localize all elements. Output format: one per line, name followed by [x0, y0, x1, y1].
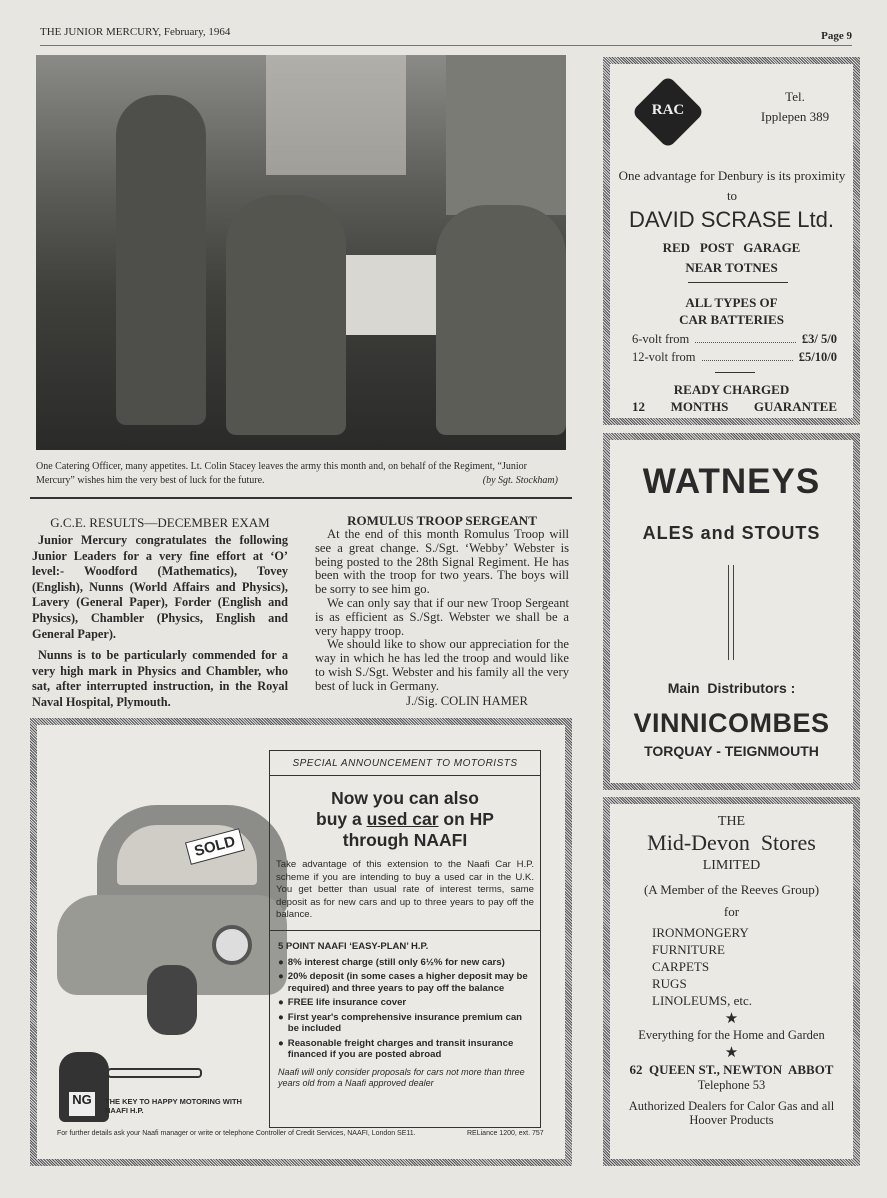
romulus-title: ROMULUS TROOP SERGEANT [347, 513, 537, 528]
plan-point: ● FREE life insurance cover [278, 997, 407, 1008]
price-row: 12-volt from £5/10/0 [632, 350, 837, 364]
star-icon: ★ [724, 1045, 739, 1061]
rac-ad: RAC Tel. Ipplepen 389 One advantage for Denbury is its proximity to DAVID SCRASE Ltd. RED POST GARAGE NEAR TOTNES ALL TYPES OF CAR BATTERIES 6-volt from £3/ 5/0 12-volt from £5/10/0 READY CHARGED 12 MONTHS GUARANTEE [603, 57, 860, 425]
bullet-icon: ● [278, 997, 284, 1008]
romulus-article: ROMULUS TROOP SERGEANT At the end of this month Romulus Troop will see a great change. S./Sgt. ‘Webby’ Webster is being posted to the 28th Signal Regiment. He has been with the troop for two years. The boys will be sorry to see him go. We can only say that if our new Troop Sergeant is as efficient as S./Sgt. Webster we shall be a very happy troop. We should like to show our appreciation for the way in which he has led the troop and would like to wish S./Sgt. Webster and his family all the very best of luck in Germany. J./Sig. COLIN HAMER [315, 513, 569, 708]
bullet-icon: ● [278, 1037, 284, 1049]
rac-tel: Tel. Ipplepen 389 [760, 89, 830, 124]
page-number: Page 9 [821, 30, 852, 42]
naafi-note: Naafi will only consider proposals for cars not more than three years old from a Naafi approved dealer [278, 1066, 525, 1088]
plan-point: ● 8% interest charge (still only 6½% for new cars) [278, 956, 505, 968]
plan-points [270, 957, 540, 1061]
plan-point: ● Reasonable freight charges and transit insurance financed if you are posted abroad [278, 1037, 514, 1060]
key-slogan: THE KEY TO HAPPY MOTORING WITH NAAFI H.P. [105, 1097, 242, 1115]
bullet-icon: ● [278, 971, 284, 982]
watneys-brand: WATNEYS [642, 462, 821, 501]
page-header [40, 26, 852, 46]
key-tag: NG [69, 1092, 95, 1116]
watneys-ad: WATNEYS ALES and STOUTS Main Distributors : VINNICOMBES TORQUAY - TEIGNMOUTH [603, 433, 860, 790]
mid-devon-ad: THE Mid-Devon Stores LIMITED (A Member of the Reeves Group) for IRONMONGERY FURNITURE CARPETS RUGS LINOLEUMS, etc. ★ Everything for the Home and Garden ★ 62 QUEEN ST., NEWTON ABBOT Telephone 53 Authorized Dealers for Calor Gas and all Hoover Products [603, 797, 860, 1166]
photo-caption: One Catering Officer, many appetites. Lt. Colin Stacey leaves the army this month and, on behalf of the Regiment, “Junior Mercury” wishes him the very best of luck for the future. (by Sgt. Stockham) [36, 461, 558, 486]
naafi-footer: For further details ask your Naafi manager or write or telephone Controller of Credit Services, NAAFI, London SE11. [57, 1130, 416, 1137]
plan-point: ● 20% deposit (in some cases a higher deposit may be required) and three years to pay off the balance [278, 971, 528, 994]
plan-title: 5 POINT NAAFI ‘EASY-PLAN’ H.P. [278, 940, 429, 952]
bullet-icon: ● [278, 956, 284, 968]
gce-article: G.C.E. RESULTS—DECEMBER EXAM Junior Mercury congratulates the following Junior Leaders for a very fine effort at ‘O’ level:- Woodford (Mathematics), Tovey (English), Nunns (World Affairs and Physics), Lavery (General Paper), Forder (English and Physics), Chambler (Physics, English and General Paper). Nunns is to be particularly commended for a very high mark in Physics and Chambler, who sat, after interrupted instruction, in the Royal Naval Hospital, Plymouth. [32, 515, 288, 709]
vertical-rule [728, 565, 734, 660]
gce-title: G.C.E. RESULTS—DECEMBER EXAM [50, 515, 270, 530]
sold-sign: SOLD [185, 828, 245, 865]
bullet-icon: ● [278, 1011, 284, 1023]
naafi-phone: RELiance 1200, ext. 757 [467, 1130, 544, 1137]
store-name: Mid-Devon Stores [647, 830, 816, 855]
announcement: SPECIAL ANNOUNCEMENT TO MOTORISTS [270, 751, 540, 776]
photo [36, 55, 566, 450]
star-icon: ★ [724, 1011, 739, 1027]
company-name: DAVID SCRASE Ltd. [629, 207, 834, 232]
naafi-ad [30, 718, 572, 1166]
headline: Now you can also buy a used car on HP through NAAFI [316, 788, 494, 850]
divider-rule [30, 497, 572, 499]
announcement-box [269, 750, 541, 1128]
item-list: IRONMONGERY FURNITURE CARPETS RUGS LINOLEUMS, etc. [652, 925, 753, 1008]
plan-point: ● First year's comprehensive insurance premium can be included [278, 1011, 523, 1034]
car-illustration [57, 805, 287, 1035]
price-row: 6-volt from £3/ 5/0 [632, 332, 837, 346]
masthead: THE JUNIOR MERCURY, February, 1964 [40, 26, 231, 38]
naafi-body: Take advantage of this extension to the Naafi Car H.P. scheme if you are intending to buy a used car in the U.K. You get better than usual rate of interest terms, same deposit as for new cars and up to three years to pay off the balance. [270, 851, 540, 931]
signature: J./Sig. COLIN HAMER [406, 693, 528, 708]
photo-credit: (by Sgt. Stockham) [482, 475, 558, 486]
